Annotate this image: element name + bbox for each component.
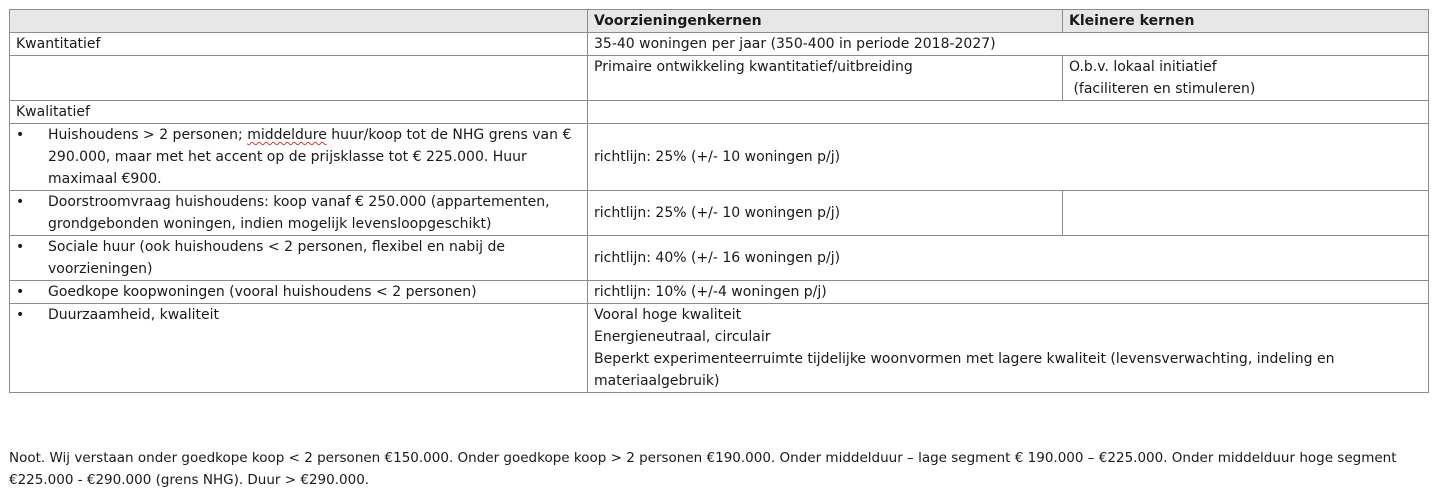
table-note: Noot. Wij verstaan onder goedkope koop < 2 personen €150.000. Onder goedkope koop > 2 personen €190.000. Onder middelduur – lage segment € 190.000 – €225.000. Onder middelduur hoge segment €225.000 - €290.000 (grens NHG). Duur > €290.000. [9, 450, 1397, 488]
header-cell-empty [10, 10, 588, 33]
row-text-before: Huishoudens > 2 personen; [48, 127, 248, 143]
row-sociale-huur [10, 236, 588, 281]
bullet: • [16, 307, 25, 323]
empty-cell [10, 56, 588, 101]
empty-cell [588, 101, 1429, 124]
table-row [10, 191, 1429, 236]
row-huishoudens [10, 124, 588, 191]
row-value-list [588, 304, 1429, 393]
table-row [10, 236, 1429, 281]
primaire-ontwikkeling: Primaire ontwikkeling kwantitatief/uitbreiding [588, 56, 1063, 101]
lokaal-initiatief [1063, 56, 1429, 101]
row-value: richtlijn: 40% (+/- 16 woningen p/j) [588, 236, 1429, 281]
table-row [10, 33, 1429, 56]
row-value: richtlijn: 10% (+/-4 woningen p/j) [588, 281, 1429, 304]
table-row [10, 124, 1429, 191]
table-row [10, 281, 1429, 304]
lokaal-initiatief-line1: O.b.v. lokaal initiatief [1069, 59, 1217, 75]
row-value: richtlijn: 25% (+/- 10 woningen p/j) [588, 124, 1429, 191]
row-text-after: huur/koop tot de NHG grens van € 290.000, maar met het accent op de prijsklasse tot € 225.000. Huur maximaal €900. [48, 127, 572, 187]
value-line: Vooral hoge kwaliteit [594, 307, 742, 323]
value-line: Beperkt experimenteerruimte tijdelijke woonvormen met lagere kwaliteit (levensverwachting, indeling en materiaalgebruik) [594, 351, 1335, 389]
row-text: Doorstroomvraag huishoudens: koop vanaf € 250.000 (appartementen, grondgebonden woningen, indien mogelijk levensloopgeschikt) [48, 194, 550, 232]
row-text: Duurzaamheid, kwaliteit [48, 307, 219, 323]
row-goedkope-koop [10, 281, 588, 304]
kwantitatief-label: Kwantitatief [10, 33, 588, 56]
empty-cell [1063, 191, 1429, 236]
row-doorstroom [10, 191, 588, 236]
bullet: • [16, 127, 25, 143]
spellcheck-flagged-word: middeldure [247, 127, 327, 143]
row-text: Sociale huur (ook huishoudens < 2 personen, flexibel en nabij de voorzieningen) [48, 239, 506, 277]
row-duurzaamheid [10, 304, 588, 393]
bullet: • [16, 284, 25, 300]
kwantitatief-value: 35-40 woningen per jaar (350-400 in periode 2018-2027) [588, 33, 1429, 56]
table-row [10, 304, 1429, 393]
header-kleinere-kernen: Kleinere kernen [1063, 10, 1429, 33]
housing-table [9, 9, 1429, 393]
lokaal-initiatief-line2: (faciliteren en stimuleren) [1069, 81, 1256, 97]
row-text: Goedkope koopwoningen (vooral huishoudens < 2 personen) [48, 284, 477, 300]
value-line: Energieneutraal, circulair [594, 329, 771, 345]
table-header-row [10, 10, 1429, 33]
bullet: • [16, 239, 25, 255]
row-value: richtlijn: 25% (+/- 10 woningen p/j) [588, 191, 1063, 236]
table-row [10, 56, 1429, 101]
kwalitatief-label: Kwalitatief [10, 101, 588, 124]
bullet: • [16, 194, 25, 210]
header-voorzieningenkernen: Voorzieningenkernen [588, 10, 1063, 33]
table-row [10, 101, 1429, 124]
